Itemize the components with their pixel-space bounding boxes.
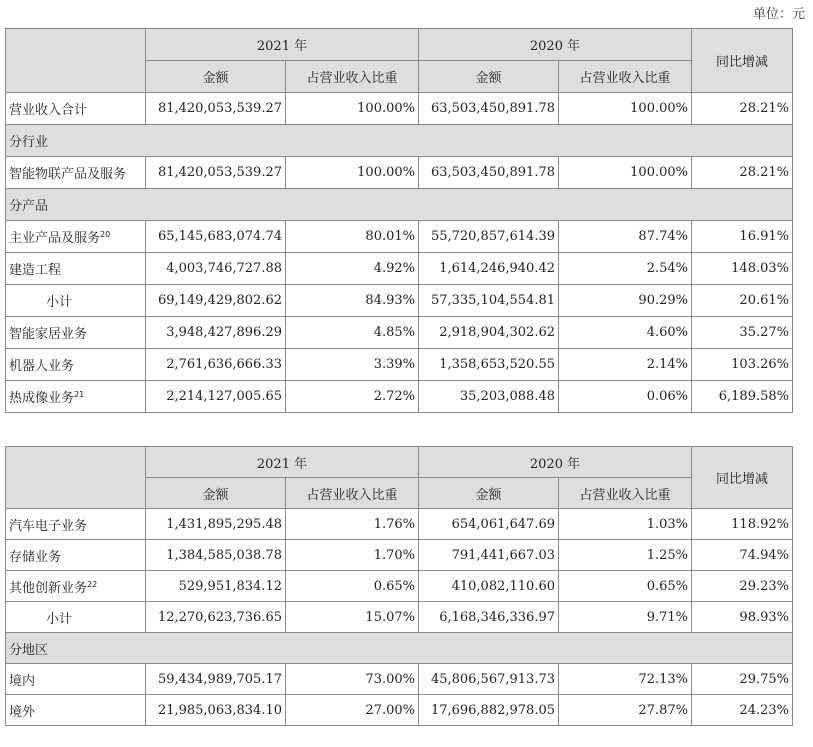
ratio-2020-cell: 100.00% xyxy=(559,157,692,189)
row-label xyxy=(6,571,146,602)
ratio-2020-cell: 100.00% xyxy=(559,93,692,125)
yoy-change-cell: 28.21% xyxy=(692,93,793,125)
row-label-text: 其他创新业务 xyxy=(9,580,88,596)
section-row xyxy=(6,125,793,157)
section-label: 分行业 xyxy=(6,125,793,157)
ratio-2020-cell: 2.54% xyxy=(559,253,692,285)
ratio-2021-cell: 1.70% xyxy=(286,540,419,571)
row-label-text: 境内 xyxy=(9,673,36,689)
table-row xyxy=(6,602,793,633)
yoy-change-cell: 24.23% xyxy=(692,695,793,726)
row-label-text: 境外 xyxy=(9,704,36,720)
revenue-table-part2 xyxy=(5,446,793,726)
amount-2021-cell: 69,149,429,802.62 xyxy=(146,285,286,317)
table-row xyxy=(6,349,793,381)
ratio-2021-cell: 27.00% xyxy=(286,695,419,726)
amount-2021-cell: 2,761,636,666.33 xyxy=(146,349,286,381)
amount-2020-cell: 55,720,857,614.39 xyxy=(419,221,559,253)
row-label-text: 营业收入合计 xyxy=(9,103,88,118)
row-label xyxy=(6,317,146,349)
amount-2020-cell: 63,503,450,891.78 xyxy=(419,93,559,125)
row-label xyxy=(6,349,146,381)
amount-2020-cell: 6,168,346,336.97 xyxy=(419,602,559,633)
ratio-2021-cell: 2.72% xyxy=(286,381,419,413)
amount-2020-cell: 63,503,450,891.78 xyxy=(419,157,559,189)
row-label xyxy=(6,253,146,285)
ratio-2021-cell: 100.00% xyxy=(286,93,419,125)
header-amount-2020: 金额 xyxy=(419,478,559,509)
header-ratio-2020: 占营业收入比重 xyxy=(559,478,692,509)
amount-2021-cell: 65,145,683,074.74 xyxy=(146,221,286,253)
table-row xyxy=(6,221,793,253)
row-label xyxy=(6,381,146,413)
table-row xyxy=(6,381,793,413)
amount-2021-cell: 3,948,427,896.29 xyxy=(146,317,286,349)
section-row xyxy=(6,633,793,664)
row-label xyxy=(6,540,146,571)
header-amount-2020: 金额 xyxy=(419,61,559,93)
ratio-2020-cell: 72.13% xyxy=(559,664,692,695)
footnote-ref: 21 xyxy=(74,390,85,399)
header-ratio-2020: 占营业收入比重 xyxy=(559,61,692,93)
row-label xyxy=(6,509,146,540)
amount-2020-cell: 410,082,110.60 xyxy=(419,571,559,602)
table-row xyxy=(6,695,793,726)
row-label-text: 智能物联产品及服务 xyxy=(9,167,127,182)
row-label-text: 主业产品及服务 xyxy=(9,231,101,246)
amount-2020-cell: 45,806,567,913.73 xyxy=(419,664,559,695)
row-label-text: 小计 xyxy=(46,295,73,310)
header-yoy: 同比增减 xyxy=(692,447,793,509)
ratio-2021-cell: 15.07% xyxy=(286,602,419,633)
amount-2021-cell: 12,270,623,736.65 xyxy=(146,602,286,633)
table1-body xyxy=(6,93,793,413)
ratio-2020-cell: 87.74% xyxy=(559,221,692,253)
amount-2021-cell: 21,985,063,834.10 xyxy=(146,695,286,726)
table-row xyxy=(6,253,793,285)
ratio-2020-cell: 0.65% xyxy=(559,571,692,602)
yoy-change-cell: 118.92% xyxy=(692,509,793,540)
row-label xyxy=(6,602,146,633)
ratio-2021-cell: 80.01% xyxy=(286,221,419,253)
amount-2020-cell: 654,061,647.69 xyxy=(419,509,559,540)
amount-2021-cell: 2,214,127,005.65 xyxy=(146,381,286,413)
header-amount-2021: 金额 xyxy=(146,478,286,509)
header-year-2020: 2020 年 xyxy=(419,447,692,478)
ratio-2020-cell: 9.71% xyxy=(559,602,692,633)
row-label-text: 汽车电子业务 xyxy=(9,518,88,534)
amount-2020-cell: 17,696,882,978.05 xyxy=(419,695,559,726)
amount-2020-cell: 35,203,088.48 xyxy=(419,381,559,413)
row-label-text: 建造工程 xyxy=(9,263,62,278)
ratio-2020-cell: 0.06% xyxy=(559,381,692,413)
row-label-text: 存储业务 xyxy=(9,549,62,565)
amount-2021-cell: 59,434,989,705.17 xyxy=(146,664,286,695)
row-label xyxy=(6,221,146,253)
yoy-change-cell: 148.03% xyxy=(692,253,793,285)
yoy-change-cell: 20.61% xyxy=(692,285,793,317)
row-label-text: 智能家居业务 xyxy=(9,327,88,342)
yoy-change-cell: 35.27% xyxy=(692,317,793,349)
amount-2021-cell: 1,431,895,295.48 xyxy=(146,509,286,540)
amount-2020-cell: 791,441,667.03 xyxy=(419,540,559,571)
footnote-ref: 22 xyxy=(87,579,98,589)
amount-2020-cell: 1,614,246,940.42 xyxy=(419,253,559,285)
section-label: 分地区 xyxy=(6,633,793,664)
header-yoy: 同比增减 xyxy=(692,29,793,93)
row-label xyxy=(6,664,146,695)
unit-label: 单位：元 xyxy=(752,7,805,22)
table-row xyxy=(6,509,793,540)
header-year-2021: 2021 年 xyxy=(146,29,419,61)
row-label xyxy=(6,93,146,125)
yoy-change-cell: 6,189.58% xyxy=(692,381,793,413)
row-label xyxy=(6,695,146,726)
yoy-change-cell: 103.26% xyxy=(692,349,793,381)
amount-2021-cell: 81,420,053,539.27 xyxy=(146,93,286,125)
ratio-2020-cell: 27.87% xyxy=(559,695,692,726)
section-row xyxy=(6,189,793,221)
table-row xyxy=(6,540,793,571)
ratio-2021-cell: 73.00% xyxy=(286,664,419,695)
amount-2020-cell: 2,918,904,302.62 xyxy=(419,317,559,349)
header-ratio-2021: 占营业收入比重 xyxy=(286,61,419,93)
table-row xyxy=(6,317,793,349)
amount-2021-cell: 4,003,746,727.88 xyxy=(146,253,286,285)
ratio-2020-cell: 2.14% xyxy=(559,349,692,381)
row-label-text: 机器人业务 xyxy=(9,359,75,374)
header-year-2020: 2020 年 xyxy=(419,29,692,61)
footnote-ref: 20 xyxy=(100,230,111,239)
yoy-change-cell: 16.91% xyxy=(692,221,793,253)
header-blank xyxy=(6,29,146,93)
ratio-2021-cell: 3.39% xyxy=(286,349,419,381)
section-label: 分产品 xyxy=(6,189,793,221)
ratio-2021-cell: 0.65% xyxy=(286,571,419,602)
header-amount-2021: 金额 xyxy=(146,61,286,93)
header-year-2021: 2021 年 xyxy=(146,447,419,478)
row-label-text: 小计 xyxy=(46,611,73,627)
table-row xyxy=(6,93,793,125)
row-label xyxy=(6,157,146,189)
row-label xyxy=(6,285,146,317)
table-row xyxy=(6,285,793,317)
ratio-2021-cell: 1.76% xyxy=(286,509,419,540)
amount-2020-cell: 1,358,653,520.55 xyxy=(419,349,559,381)
ratio-2020-cell: 4.60% xyxy=(559,317,692,349)
ratio-2020-cell: 90.29% xyxy=(559,285,692,317)
amount-2021-cell: 1,384,585,038.78 xyxy=(146,540,286,571)
table-row xyxy=(6,664,793,695)
ratio-2020-cell: 1.25% xyxy=(559,540,692,571)
row-label-text: 热成像业务 xyxy=(9,391,75,406)
header-ratio-2021: 占营业收入比重 xyxy=(286,478,419,509)
ratio-2021-cell: 100.00% xyxy=(286,157,419,189)
yoy-change-cell: 29.23% xyxy=(692,571,793,602)
amount-2021-cell: 529,951,834.12 xyxy=(146,571,286,602)
table2-body xyxy=(6,509,793,726)
ratio-2020-cell: 1.03% xyxy=(559,509,692,540)
yoy-change-cell: 28.21% xyxy=(692,157,793,189)
amount-2020-cell: 57,335,104,554.81 xyxy=(419,285,559,317)
revenue-table-part1 xyxy=(5,28,793,413)
yoy-change-cell: 98.93% xyxy=(692,602,793,633)
ratio-2021-cell: 84.93% xyxy=(286,285,419,317)
table-row xyxy=(6,157,793,189)
yoy-change-cell: 29.75% xyxy=(692,664,793,695)
table-row xyxy=(6,571,793,602)
amount-2021-cell: 81,420,053,539.27 xyxy=(146,157,286,189)
header-blank xyxy=(6,447,146,509)
yoy-change-cell: 74.94% xyxy=(692,540,793,571)
ratio-2021-cell: 4.85% xyxy=(286,317,419,349)
ratio-2021-cell: 4.92% xyxy=(286,253,419,285)
